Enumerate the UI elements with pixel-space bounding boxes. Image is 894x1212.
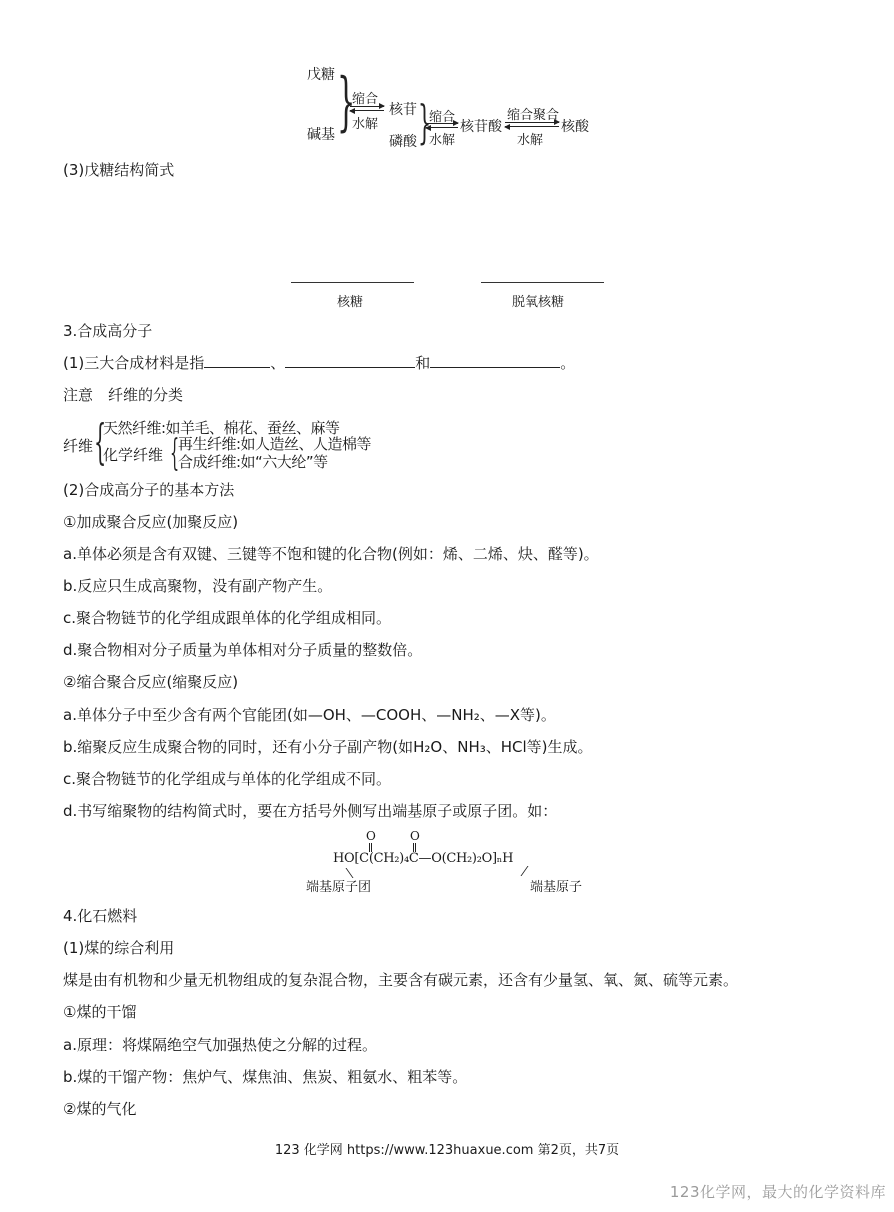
- carbonyl-oxygen-2: O: [410, 829, 420, 843]
- condensation-point-b: b.缩聚反应生成聚合物的同时，还有小分子副产物(如H₂O、NH₃、HCl等)生成。: [63, 738, 593, 756]
- arrow-right-3: [505, 122, 559, 123]
- condense-poly-label: 缩合聚合: [507, 108, 560, 123]
- arrow-left-3: [505, 126, 559, 127]
- ribose-answer-line: [291, 282, 414, 283]
- distillation-principle: a.原理：将煤隔绝空气加强热使之分解的过程。: [63, 1036, 377, 1054]
- synthetic-fiber-text: 合成纤维:如“六大纶”等: [178, 453, 328, 471]
- coal-gasification-title: ②煤的气化: [63, 1100, 137, 1118]
- chemical-fiber-label: 化学纤维: [103, 446, 164, 464]
- question-1-sep-1: 、: [270, 354, 286, 372]
- section-4-title: 4.化石燃料: [63, 907, 138, 925]
- regenerated-fiber-text: 再生纤维:如人造丝、人造棉等: [178, 435, 372, 453]
- brace-1: }: [337, 65, 356, 139]
- hydrolyze-label-1: 水解: [352, 117, 379, 132]
- answer-blank-3: [430, 353, 560, 368]
- note-title: 注意 纤维的分类: [63, 386, 184, 404]
- ribose-label: 核糖: [337, 295, 364, 310]
- end-group-label: 端基原子团: [306, 880, 372, 895]
- arrow-right-2: [426, 123, 458, 124]
- natural-fiber-text: 天然纤维:如羊毛、棉花、蚕丝、麻等: [103, 419, 340, 437]
- condensation-point-c: c.聚合物链节的化学组成与单体的化学组成不同。: [63, 770, 392, 788]
- nucleic-acid-label: 核酸: [561, 119, 589, 135]
- brace-2: }: [418, 95, 432, 149]
- fiber-brace-2: {: [170, 433, 180, 474]
- answer-blank-1: [204, 353, 270, 368]
- end-atom-label: 端基原子: [530, 880, 583, 895]
- fiber-brace-1: {: [94, 414, 107, 470]
- hydrolyze-label-2: 水解: [429, 133, 456, 148]
- condensation-point-a: a.单体分子中至少含有两个官能团(如—OH、—COOH、—NH₂、—X等)。: [63, 706, 556, 724]
- addition-point-a: a.单体必须是含有双键、三键等不饱和键的化合物(例如：烯、二烯、炔、醛等)。: [63, 545, 599, 563]
- pentose-structure-heading: (3)戊糖结构简式: [63, 161, 175, 179]
- page-footer: 123 化学网 https://www.123huaxue.com 第2页，共7页: [274, 1143, 620, 1158]
- base-label: 碱基: [307, 127, 335, 143]
- deoxyribose-label: 脱氧核糖: [512, 295, 565, 310]
- nucleoside-label: 核苷: [389, 102, 417, 118]
- addition-point-b: b.反应只生成高聚物，没有副产物产生。: [63, 577, 333, 595]
- answer-blank-2: [285, 353, 415, 368]
- carbonyl-oxygen-1: O: [366, 829, 376, 843]
- question-2-title: (2)合成高分子的基本方法: [63, 481, 235, 499]
- arrow-left-2: [426, 127, 458, 128]
- addition-point-d: d.聚合物相对分子质量为单体相对分子质量的整数倍。: [63, 641, 423, 659]
- condense-label-2: 缩合: [429, 110, 456, 125]
- condensation-point-d: d.书写缩聚物的结构简式时，要在方括号外侧写出端基原子或原子团。如：: [63, 802, 558, 820]
- hydrolyze-label-3: 水解: [517, 133, 544, 148]
- fiber-root-label: 纤维: [63, 437, 94, 455]
- addition-point-c: c.聚合物链节的化学组成跟单体的化学组成相同。: [63, 609, 392, 627]
- site-watermark: 123化学网，最大的化学资料库: [669, 1183, 886, 1201]
- deoxyribose-answer-line: [481, 282, 604, 283]
- condensation-polymerization-title: ②缩合聚合反应(缩聚反应): [63, 673, 239, 691]
- question-1: [63, 353, 575, 373]
- condense-label-1: 缩合: [352, 92, 379, 107]
- addition-polymerization-title: ①加成聚合反应(加聚反应): [63, 513, 239, 531]
- question-1-sep-2: 和: [415, 354, 431, 372]
- question-1-end: 。: [560, 354, 576, 372]
- end-atom-pointer: [512, 866, 528, 876]
- coal-distillation-title: ①煤的干馏: [63, 1003, 137, 1021]
- question-1-prefix: (1)三大合成材料是指: [63, 354, 205, 372]
- nucleotide-label: 核苷酸: [460, 119, 502, 135]
- phosphate-label: 磷酸: [389, 134, 417, 150]
- arrow-right-1: [350, 106, 384, 107]
- section-3-title: 3.合成高分子: [63, 322, 153, 340]
- coal-description: 煤是由有机物和少量无机物组成的复杂混合物，主要含有碳元素，还含有少量氢、氧、氮、硫等元素。: [63, 971, 739, 989]
- coal-utilization-title: (1)煤的综合利用: [63, 939, 175, 957]
- pentose-label: 戊糖: [307, 67, 335, 83]
- formula-main-chain: HO[C(CH₂)₄C—O(CH₂)₂O]ₙH: [333, 851, 514, 866]
- distillation-products: b.煤的干馏产物：焦炉气、煤焦油、焦炭、粗氨水、粗苯等。: [63, 1068, 468, 1086]
- arrow-left-1: [350, 110, 384, 111]
